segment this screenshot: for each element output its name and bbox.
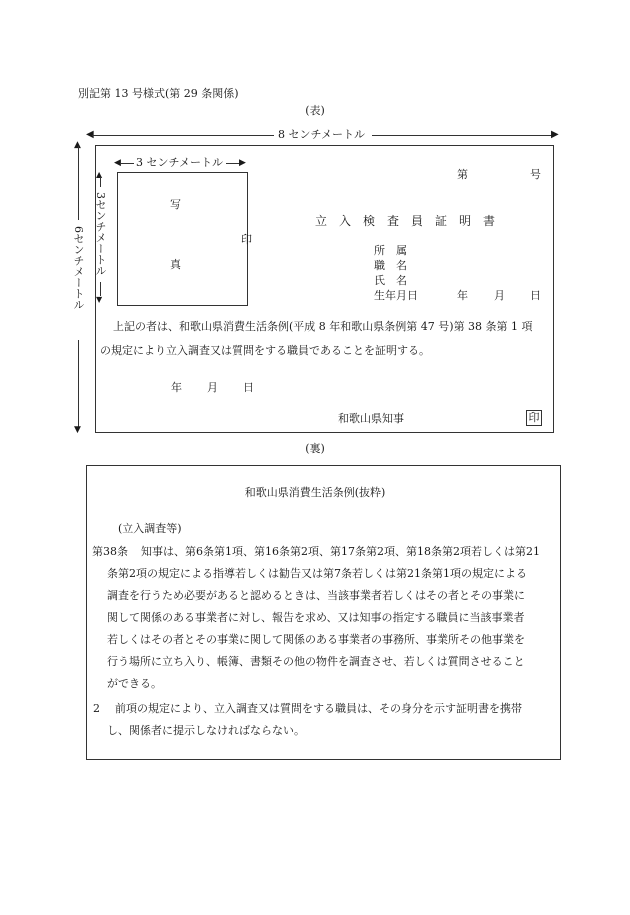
photo-arrow-down-icon: ▼ xyxy=(96,295,103,304)
certificate-title: 立 入 検 査 員 証 明 書 xyxy=(315,214,496,228)
field-title-label: 職 名 xyxy=(374,259,407,272)
paragraph-2-number: 2 xyxy=(93,702,100,715)
photo-char-2: 真 xyxy=(170,258,181,271)
article-line: 若しくはその者とその事業に関して関係のある事業者の事務所、事業所その他事業を xyxy=(107,633,525,646)
field-birthdate-label: 生年月日 xyxy=(374,289,418,302)
issue-year-unit: 年 xyxy=(171,381,182,394)
back-title: 和歌山県消費生活条例(抜粋) xyxy=(244,486,386,499)
section-heading: (立入調査等) xyxy=(118,522,182,535)
height-label: 6センチメートル xyxy=(72,226,85,310)
width-line-right xyxy=(372,135,554,136)
photo-arrow-right-icon: ▶ xyxy=(239,158,246,168)
article-line: 条第2項の規定による指導若しくは勧告又は第7条若しくは第21条第1項の規定による xyxy=(107,567,527,580)
number-prefix: 第 xyxy=(457,168,468,181)
form-title: 別記第 13 号様式(第 29 条関係) xyxy=(78,87,239,100)
article-number: 第38条 xyxy=(92,545,128,558)
photo-seal-char: 印 xyxy=(241,233,252,246)
arrow-up-icon: ▲ xyxy=(74,140,81,150)
article-line: 調査を行うため必要があると認めるときは、当該事業者若しくはその者とその事業に xyxy=(107,589,525,602)
height-line-bottom xyxy=(78,340,79,428)
photo-width-line-right xyxy=(226,163,240,164)
field-affiliation-label: 所 属 xyxy=(374,244,407,257)
issue-month-unit: 月 xyxy=(207,381,218,394)
paragraph-2-line: し、関係者に提示しなければならない。 xyxy=(107,724,305,737)
arrow-down-icon: ▼ xyxy=(74,425,81,435)
article-line: 関して関係のある事業者に対し、報告を求め、又は知事の指定する職員に当該事業者 xyxy=(107,611,525,624)
paragraph-2-line: 前項の規定により、立入調査又は質問をする職員は、その身分を示す証明書を携帯 xyxy=(115,702,522,715)
width-label: 8 センチメートル xyxy=(278,128,366,141)
issue-day-unit: 日 xyxy=(243,381,254,394)
certification-line-1: 上記の者は、和歌山県消費生活条例(平成 8 年和歌山県条例第 47 号)第 38 条第 1 項 xyxy=(113,320,533,333)
certification-line-2: の規定により立入調査又は質問をする職員であることを証明する。 xyxy=(100,344,430,357)
front-label: (表) xyxy=(305,104,325,117)
paragraph-2-body xyxy=(107,698,552,742)
birth-day-unit: 日 xyxy=(530,289,541,302)
birth-month-unit: 月 xyxy=(494,289,505,302)
photo-width-line-left xyxy=(120,163,134,164)
birth-year-unit: 年 xyxy=(457,289,468,302)
photo-box xyxy=(117,172,248,306)
width-line-left xyxy=(92,135,274,136)
arrow-left-icon: ◀ xyxy=(86,129,94,140)
photo-arrow-up-icon: ▲ xyxy=(96,170,103,179)
article-line: 行う場所に立ち入り、帳簿、書類その他の物件を調査させ、若しくは質問させること xyxy=(107,655,525,668)
photo-height-line-top xyxy=(100,177,101,187)
photo-char-1: 写 xyxy=(170,198,181,211)
issuer-seal-box: 印 xyxy=(526,410,542,426)
number-suffix: 号 xyxy=(530,168,541,181)
height-line-top xyxy=(78,146,79,220)
article-body xyxy=(107,541,552,695)
article-line: 知事は、第6条第1項、第16条第2項、第17条第2項、第18条第2項若しくは第21 xyxy=(141,545,540,558)
photo-height-label: 3センチメートル xyxy=(94,192,107,276)
field-name-label: 氏 名 xyxy=(374,274,407,287)
photo-arrow-left-icon: ◀ xyxy=(114,158,121,168)
article-line: ができる。 xyxy=(107,677,162,690)
photo-height-line-bottom xyxy=(100,282,101,296)
back-label: (裏) xyxy=(305,442,325,455)
photo-width-label: 3 センチメートル xyxy=(136,156,224,169)
arrow-right-icon: ▶ xyxy=(551,129,559,140)
issuer: 和歌山県知事 xyxy=(338,412,404,425)
